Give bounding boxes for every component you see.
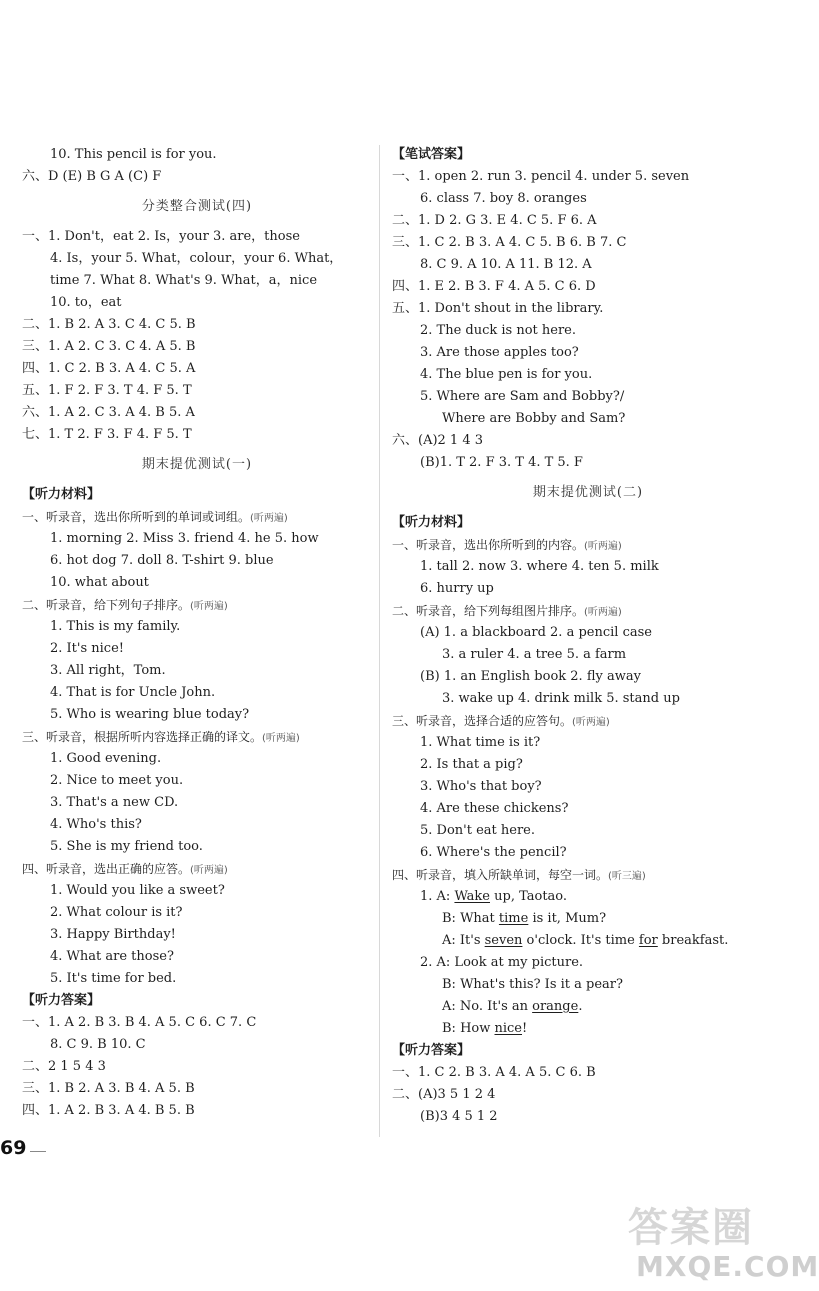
answer-line: 2. Is that a pig? [420,757,523,772]
question-instruction [392,864,784,886]
dialogue-line [392,996,784,1018]
answer-line: time 7. What 8. What's 9. What，a，nice [50,273,318,288]
dialogue-text: o'clock. It's time [522,933,639,948]
answer-line: 三、1. B 2. A 3. B 4. A 5. B [22,1081,195,1096]
answer-line: 四、1. E 2. B 3. F 4. A 5. C 6. D [392,279,596,294]
question-instruction [392,600,784,622]
section-heading: 【听力材料】 [22,487,101,502]
filled-blank: nice [494,1021,523,1036]
question-instruction [22,506,372,528]
filled-blank: seven [484,933,523,948]
question-instruction [22,726,372,748]
instruction-text: 二、听录音，给下列每组图片排序。 [392,604,585,618]
answer-line: 五、1. Don't shout in the library. [392,301,604,316]
watermark-logo: 答案圈 [628,1205,754,1251]
listen-times-note: (听三遍) [608,871,646,882]
answer-line: 4. Is，your 5. What，colour，your 6. What， [50,251,343,266]
answer-line: 二、2 1 5 4 3 [22,1059,106,1074]
answer-line: 4. Who's this? [50,817,142,832]
answer-line: 4. Are these chickens? [420,801,569,816]
dialogue-text: B: What [442,911,499,926]
section-heading: 【听力答案】 [22,993,101,1008]
instruction-text: 一、听录音，选出你所听到的单词或词组。 [22,510,251,524]
answer-line: 3. Happy Birthday! [50,927,176,942]
listen-times-note: (听两遍) [250,513,288,524]
instruction-text: 三、听录音，选择合适的应答句。 [392,714,573,728]
answer-line: 3. Who's that boy? [420,779,542,794]
answer-line: 2. Nice to meet you. [50,773,184,788]
filled-blank: time [498,911,529,926]
dialogue-line [392,1018,784,1040]
dialogue-line [392,930,784,952]
page-number: 69 [0,1137,27,1159]
dialogue-text: A: No. It's an [442,999,533,1014]
answer-line: (B) 1. an English book 2. fly away [420,669,641,684]
filled-blank: Wake [454,889,490,904]
answer-line: 4. The blue pen is for you. [420,367,593,382]
listen-times-note: (听两遍) [572,717,610,728]
answer-line: 六、1. A 2. C 3. A 4. B 5. A [22,405,195,420]
answer-line: 七、1. T 2. F 3. F 4. F 5. T [22,427,192,442]
answer-line: 5. Who is wearing blue today? [50,707,250,722]
answer-line: 2. What colour is it? [50,905,183,920]
answer-line: (B)3 4 5 1 2 [420,1109,498,1124]
answer-line: 4. That is for Uncle John. [50,685,216,700]
answer-line: 一、1. C 2. B 3. A 4. A 5. C 6. B [392,1065,596,1080]
answer-line: 一、1. open 2. run 3. pencil 4. under 5. seven [392,169,690,184]
answer-line: 5. Don't eat here. [420,823,535,838]
listen-times-note: (听两遍) [584,541,622,552]
answer-line: 4. What are those? [50,949,174,964]
question-instruction [22,858,372,880]
dialogue-text: B: What's this? Is it a pear? [442,977,623,992]
answer-line: 3. a ruler 4. a tree 5. a farm [442,647,627,662]
answer-line: 1. Would you like a sweet? [50,883,225,898]
instruction-text: 四、听录音，选出正确的应答。 [22,862,191,876]
instruction-text: 一、听录音，选出你所听到的内容。 [392,538,585,552]
instruction-text: 二、听录音，给下列句子排序。 [22,598,191,612]
answer-line: (A) 1. a blackboard 2. a pencil case [420,625,652,640]
dialogue-line [392,952,784,974]
answer-line: 5. Where are Sam and Bobby?/ [420,389,625,404]
dialogue-text: 2. A: Look at my picture. [420,955,584,970]
answer-line: 一、1. Don't，eat 2. Is，your 3. are，those [22,229,300,244]
answer-line: Where are Bobby and Sam? [442,411,626,426]
page-number-rule [30,1151,46,1152]
answer-line: 2. The duck is not here. [420,323,577,338]
answer-line: 1. What time is it? [420,735,541,750]
dialogue-text: up, Taotao. [490,889,568,904]
answer-line: 5. It's time for bed. [50,971,177,986]
answer-line: 10. what about [50,575,149,590]
answer-line: 6. Where's the pencil? [420,845,567,860]
answer-line: 六、D (E) B G A (C) F [22,169,162,184]
dialogue-line [392,974,784,996]
answer-line: 3. Are those apples too? [420,345,579,360]
dialogue-line [392,886,784,908]
dialogue-text: is it, Mum? [528,911,607,926]
watermark-url: MXQE.COM [636,1250,819,1283]
listen-times-note: (听两遍) [584,607,622,618]
test-title: 分类整合测试(四) [141,199,253,214]
right-column [392,144,784,1128]
answer-line: 3. All right，Tom. [50,663,166,678]
answer-line: 2. It's nice! [50,641,125,656]
section-heading: 【笔试答案】 [392,147,471,162]
answer-line: 四、1. A 2. B 3. A 4. B 5. B [22,1103,195,1118]
answer-line: 1. This is my family. [50,619,181,634]
filled-blank: orange [532,999,579,1014]
question-instruction [22,594,372,616]
test-title: 期末提优测试(二) [532,485,644,500]
answer-line: 10. to，eat [50,295,122,310]
answer-line: 二、1. B 2. A 3. C 4. C 5. B [22,317,196,332]
answer-line: 8. C 9. B 10. C [50,1037,146,1052]
answer-line: 三、1. C 2. B 3. A 4. C 5. B 6. B 7. C [392,235,627,250]
answer-line: 二、1. D 2. G 3. E 4. C 5. F 6. A [392,213,597,228]
answer-line: 1. tall 2. now 3. where 4. ten 5. milk [420,559,659,574]
answer-line: 10. This pencil is for you. [50,147,217,162]
dialogue-text: breakfast. [657,933,729,948]
left-column [22,144,372,1122]
column-divider [379,145,380,1137]
answer-line: 6. hot dog 7. doll 8. T-shirt 9. blue [50,553,274,568]
answer-line: 8. C 9. A 10. A 11. B 12. A [420,257,592,272]
dialogue-text: . [578,999,583,1014]
answer-line: 一、1. A 2. B 3. B 4. A 5. C 6. C 7. C [22,1015,257,1030]
dialogue-line [392,908,784,930]
dialogue-text: 1. A: [420,889,455,904]
listen-times-note: (听两遍) [190,601,228,612]
filled-blank: for [638,933,658,948]
answer-line: 1. morning 2. Miss 3. friend 4. he 5. how [50,531,319,546]
answer-line: 二、(A)3 5 1 2 4 [392,1087,496,1102]
answer-line: 5. She is my friend too. [50,839,203,854]
listen-times-note: (听两遍) [190,865,228,876]
dialogue-text: B: How [442,1021,495,1036]
answer-line: 五、1. F 2. F 3. T 4. F 5. T [22,383,192,398]
section-heading: 【听力答案】 [392,1043,471,1058]
instruction-text: 四、听录音，填入所缺单词，每空一词。 [392,868,609,882]
test-title: 期末提优测试(一) [141,457,253,472]
dialogue-text: ! [522,1021,528,1036]
question-instruction [392,534,784,556]
section-heading: 【听力材料】 [392,515,471,530]
instruction-text: 三、听录音，根据所听内容选择正确的译文。 [22,730,263,744]
dialogue-text: A: It's [442,933,485,948]
answer-line: 3. wake up 4. drink milk 5. stand up [442,691,680,706]
answer-line: 三、1. A 2. C 3. C 4. A 5. B [22,339,196,354]
listen-times-note: (听两遍) [262,733,300,744]
answer-line: 6. class 7. boy 8. oranges [420,191,587,206]
answer-line: 3. That's a new CD. [50,795,179,810]
answer-line: 四、1. C 2. B 3. A 4. C 5. A [22,361,196,376]
answer-line: 1. Good evening. [50,751,162,766]
question-instruction [392,710,784,732]
answer-line: 6. hurry up [420,581,494,596]
answer-line: (B)1. T 2. F 3. T 4. T 5. F [420,455,583,470]
answer-line: 六、(A)2 1 4 3 [392,433,484,448]
